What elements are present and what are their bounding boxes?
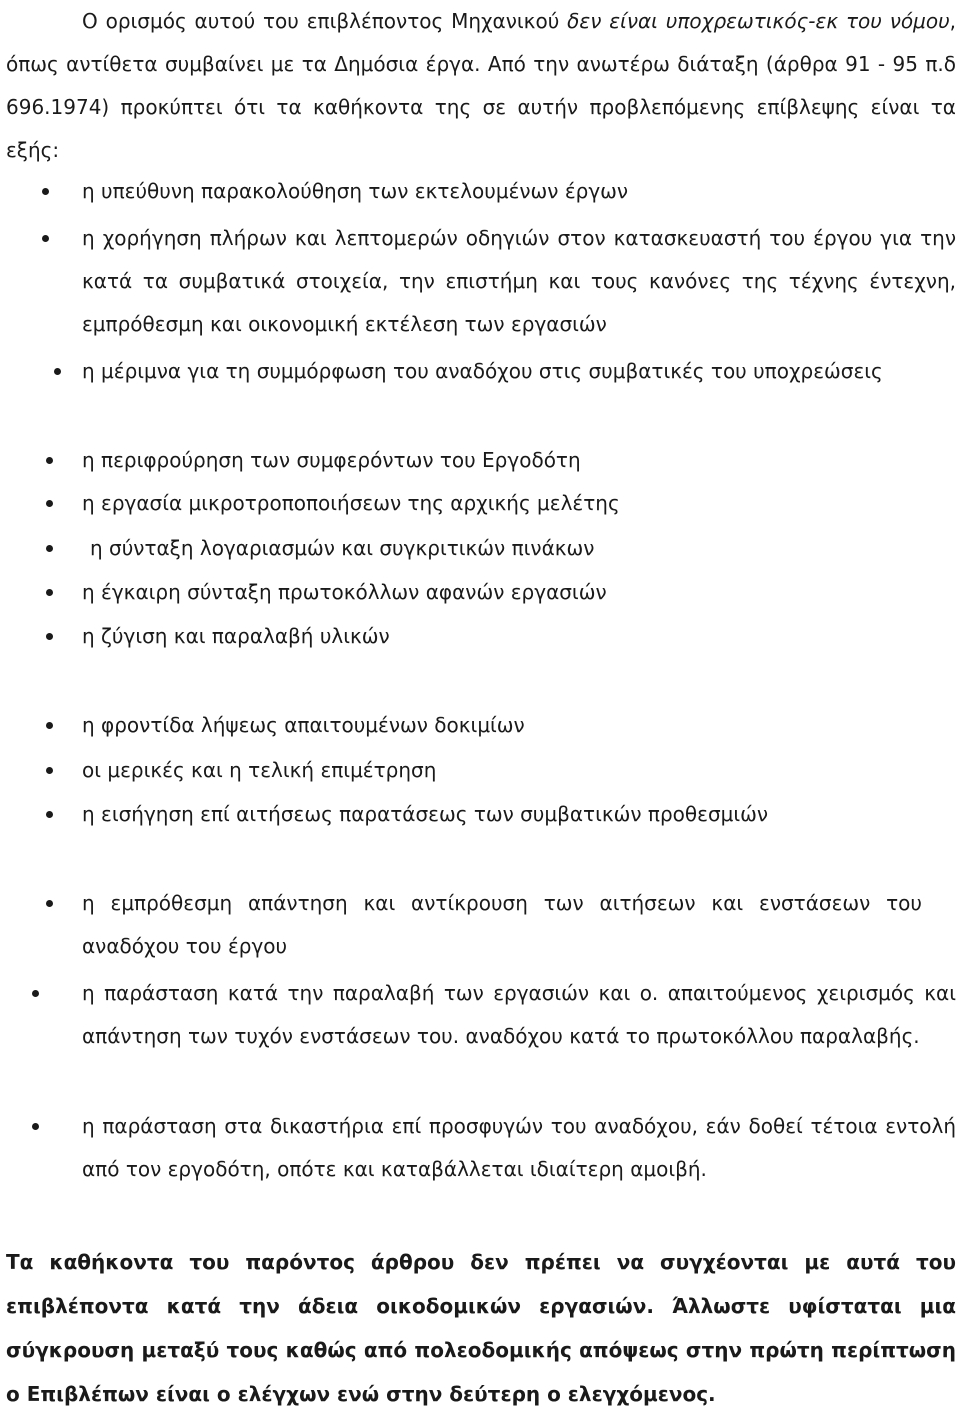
intro-emphasis: δεν είναι υποχρεωτικός-εκ του νόμου: [567, 9, 950, 33]
bullet-icon: [32, 1123, 39, 1130]
bullet-icon: [42, 235, 49, 242]
list-item-text: η φροντίδα λήψεως απαιτουμένων δοκιμίων: [82, 713, 525, 737]
list-item-text: η ζύγιση και παραλαβή υλικών: [82, 624, 390, 648]
closing-paragraph: Τα καθήκοντα του παρόντος άρθρου δεν πρέπει να συγχέονται με αυτά του επιβλέποντα κατά την άδεια οικοδομικών εργασιών. Άλλωστε υφίσταται μια σύγκρουση μεταξύ τους καθώς από πολεοδομικής απόψεως στην πρώτη περίπτωση ο Επιβλέπων είναι ο ελέγχων ενώ στην δεύτερη ο ελεγχόμενος.: [6, 1250, 956, 1406]
bullet-icon: [46, 633, 53, 640]
bullet-icon: [46, 722, 53, 729]
list-item-text: η περιφρούρηση των συμφερόντων του Εργοδότη: [82, 448, 581, 472]
intro-paragraph: [6, 0, 956, 172]
list-item-text: η μέριμνα για τη συμμόρφωση του αναδόχου στις συμβατικές του υποχρεώσεις: [82, 359, 883, 383]
bullet-icon: [46, 900, 53, 907]
bullet-icon: [46, 767, 53, 774]
bullet-icon: [46, 811, 53, 818]
list-item-text: η παράσταση στα δικαστήρια επί προσφυγών του αναδόχου, εάν δοθεί τέτοια εντολή από τον εργοδότη, οπότε και καταβάλλεται ιδιαίτερη αμοιβή.: [82, 1114, 956, 1181]
list-item-text: η παράσταση κατά την παραλαβή των εργασιών και ο. απαιτούμενος χειρισμός και απάντηση των τυχόν ενστάσεων του. αναδόχου κατά το πρωτοκόλλου παραλαβής.: [82, 981, 956, 1048]
bullet-icon: [46, 500, 53, 507]
list-item-text: η εμπρόθεσμη απάντηση και αντίκρουση των αιτήσεων και ενστάσεων του αναδόχου του έργου: [82, 891, 922, 958]
intro-lead: Ο ορισμός αυτού του επιβλέποντος Μηχανικού: [82, 9, 568, 33]
bullet-icon: [46, 457, 53, 464]
list-item-text: οι μερικές και η τελική επιμέτρηση: [82, 758, 437, 782]
bullet-icon: [46, 589, 53, 596]
bullet-icon: [32, 990, 39, 997]
list-item-text: η χορήγηση πλήρων και λεπτομερών οδηγιών στον κατασκευαστή του έργου για την κατά τα συμβατικά στοιχεία, την επιστήμη και τους κανόνες της τέχνης έντεχνη, εμπρόθεσμη και οικονομική εκτέλεση των εργασιών: [82, 226, 956, 336]
list-item-text: η έγκαιρη σύνταξη πρωτοκόλλων αφανών εργασιών: [82, 580, 607, 604]
bullet-icon: [46, 545, 53, 552]
bullet-icon: [54, 368, 61, 375]
list-item-text: η σύνταξη λογαριασμών και συγκριτικών πινάκων: [90, 536, 595, 560]
list-item-text: η εργασία μικροτροποποιήσεων της αρχικής μελέτης: [82, 491, 620, 515]
list-item-text: η υπεύθυνη παρακολούθηση των εκτελουμένων έργων: [82, 179, 629, 203]
bullet-icon: [42, 188, 49, 195]
list-item-text: η εισήγηση επί αιτήσεως παρατάσεως των συμβατικών προθεσμιών: [82, 802, 769, 826]
intro-rest: , όπως αντίθετα συμβαίνει με τα Δημόσια έργα. Από την ανωτέρω διάταξη (άρθρα 91 - 95 π.δ 696.1974) προκύπτει ότι τα καθήκοντα της σε αυτήν προβλεπόμενης επίβλεψης είναι τα εξής:: [6, 9, 956, 162]
